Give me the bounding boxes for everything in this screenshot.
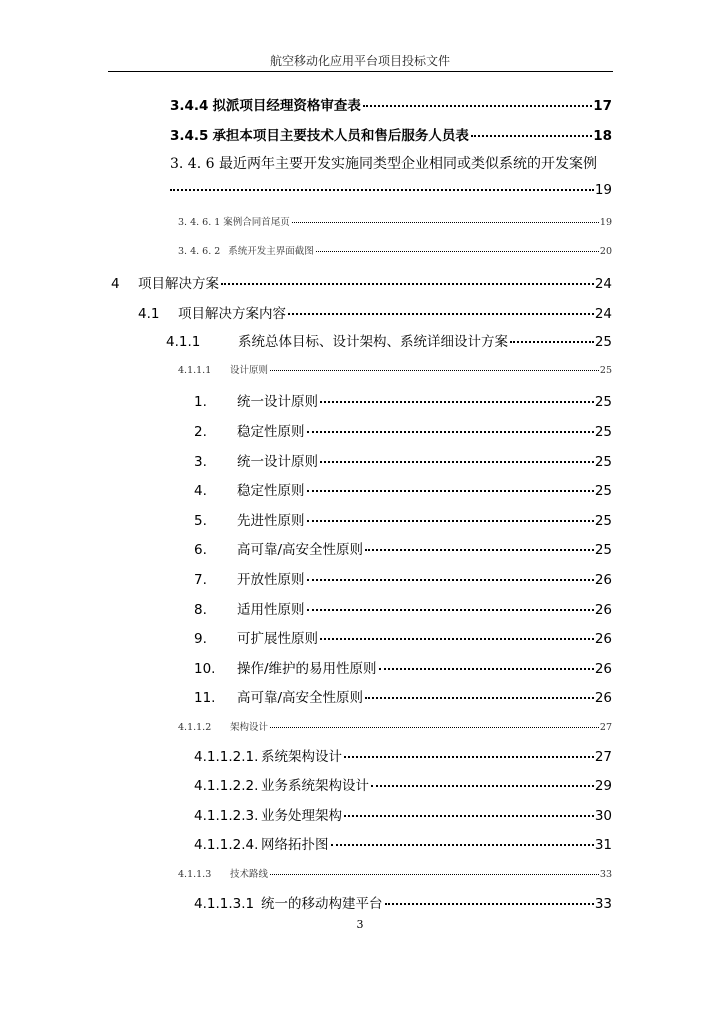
toc-entry-4-1-1-3[interactable] [178, 866, 612, 880]
toc-title: 3. 4. 6 最近两年主要开发实施同类型企业相同或类似系统的开发案例 [170, 156, 597, 172]
toc-entry-3-4-4[interactable] [170, 94, 612, 114]
toc-number: 4.1.1.2.4. [194, 837, 259, 853]
toc-number: 4.1.1.2.1. [194, 749, 259, 765]
toc-title: 统一设计原则 [237, 394, 318, 410]
toc-page: 25 [599, 365, 612, 376]
toc-entry-4-1-1-2-4[interactable] [194, 833, 612, 853]
dot-leader [331, 844, 594, 846]
toc-title: 操作/维护的易用性原则 [237, 661, 377, 677]
toc-title: 统一设计原则 [237, 454, 318, 470]
toc-number: 11. [194, 690, 216, 706]
dot-leader [471, 135, 592, 137]
dot-leader [270, 370, 599, 371]
toc-entry-principle-11[interactable] [194, 686, 612, 706]
toc-number: 9. [194, 631, 207, 647]
toc-title: 案例合同首尾页 [223, 217, 290, 228]
dot-leader [365, 549, 594, 551]
toc-entry-principle-9[interactable] [194, 627, 612, 647]
toc-title: 项目解决方案内容 [178, 306, 286, 322]
toc-page: 26 [594, 631, 612, 647]
toc-entry-3-4-6-2[interactable] [178, 243, 612, 257]
toc-title: 系统架构设计 [261, 749, 342, 765]
toc-entry-4-1-1-1[interactable] [178, 362, 612, 376]
toc-title: 稳定性原则 [237, 483, 305, 499]
toc-number: 10. [194, 661, 216, 677]
dot-leader [344, 756, 594, 758]
toc-entry-principle-4[interactable] [194, 479, 612, 499]
toc-number: 3.4.5 [170, 128, 209, 144]
toc-entry-3-4-5[interactable] [170, 124, 612, 144]
dot-leader [385, 903, 594, 905]
toc-entry-4[interactable] [111, 272, 612, 292]
document-title: 航空移动化应用平台项目投标文件 [269, 54, 450, 68]
toc-title: 开放性原则 [237, 572, 305, 588]
toc-page: 31 [594, 837, 612, 853]
toc-title: 稳定性原则 [237, 424, 305, 440]
toc-page: 30 [594, 808, 612, 824]
toc-page: 26 [594, 602, 612, 618]
toc-page: 25 [594, 424, 612, 440]
toc-title: 项目解决方案 [138, 276, 219, 292]
toc-page: 33 [599, 869, 612, 880]
dot-leader [510, 341, 594, 343]
dot-leader [363, 105, 592, 107]
toc-title: 拟派项目经理资格审查表 [212, 98, 361, 114]
toc-page: 25 [594, 542, 612, 558]
toc-page: 25 [594, 454, 612, 470]
dot-leader [288, 313, 594, 315]
dot-leader [379, 668, 594, 670]
toc-page: 33 [594, 896, 612, 912]
dot-leader [270, 874, 599, 875]
toc-title: 系统开发主界面截图 [228, 246, 314, 257]
toc-number: 3. 4. 6. 2 [178, 246, 221, 257]
toc-entry-4-1-1-2-2[interactable] [194, 774, 612, 794]
page-number: 3 [356, 918, 364, 931]
toc-number: 6. [194, 542, 207, 558]
toc-entry-4-1-1-2-3[interactable] [194, 804, 612, 824]
toc-number: 7. [194, 572, 207, 588]
toc-number: 8. [194, 602, 207, 618]
toc-entry-3-4-6-leader-line [170, 182, 612, 198]
toc-page: 17 [593, 98, 612, 114]
toc-entry-principle-3[interactable] [194, 450, 612, 470]
toc-number: 4.1.1.1 [178, 365, 212, 376]
toc-entry-4-1-1-3-1[interactable] [194, 892, 612, 912]
toc-page: 26 [594, 572, 612, 588]
toc-page: 19 [594, 182, 612, 198]
toc-title: 高可靠/高安全性原则 [237, 690, 364, 706]
toc-title: 系统总体目标、设计架构、系统详细设计方案 [238, 334, 508, 350]
dot-leader [307, 520, 594, 522]
toc-number: 3. 4. 6. 1 [178, 217, 221, 228]
toc-number: 5. [194, 513, 207, 529]
toc-entry-4-1[interactable] [138, 302, 612, 322]
toc-title: 先进性原则 [237, 513, 305, 529]
dot-leader [320, 638, 594, 640]
toc-title: 设计原则 [230, 365, 269, 376]
toc-entry-4-1-1-2[interactable] [178, 719, 612, 733]
toc-number: 4.1.1.2.3. [194, 808, 259, 824]
dot-leader [170, 189, 594, 191]
toc-number: 4.1.1.2.2. [194, 778, 259, 794]
toc-entry-principle-2[interactable] [194, 420, 612, 440]
toc-number: 3. [194, 454, 207, 470]
dot-leader [292, 222, 599, 223]
toc-entry-principle-6[interactable] [194, 538, 612, 558]
toc-title: 可扩展性原则 [237, 631, 318, 647]
toc-number: 4.1.1 [166, 334, 201, 350]
dot-leader [316, 251, 599, 252]
toc-number: 1. [194, 394, 207, 410]
toc-page: 19 [599, 217, 612, 228]
dot-leader [320, 461, 594, 463]
toc-entry-4-1-1[interactable] [166, 330, 612, 350]
toc-page: 24 [594, 276, 612, 292]
toc-title: 技术路线 [230, 869, 269, 880]
dot-leader [371, 785, 594, 787]
toc-title: 高可靠/高安全性原则 [237, 542, 364, 558]
toc-entry-principle-10[interactable] [194, 657, 612, 677]
dot-leader [320, 401, 594, 403]
dot-leader [221, 283, 594, 285]
toc-number: 4 [111, 276, 120, 292]
toc-title: 统一的移动构建平台 [261, 896, 383, 912]
toc-page: 25 [594, 334, 612, 350]
toc-page: 29 [594, 778, 612, 794]
toc-title: 业务系统架构设计 [261, 778, 369, 794]
toc-page: 18 [593, 128, 612, 144]
toc-entry-principle-5[interactable] [194, 509, 612, 529]
toc-title: 适用性原则 [237, 602, 305, 618]
toc-entry-4-1-1-2-1[interactable] [194, 745, 612, 765]
toc-number: 4.1 [138, 306, 160, 322]
toc-page: 26 [594, 661, 612, 677]
toc-entry-3-4-6-1[interactable] [178, 214, 612, 228]
dot-leader [344, 815, 594, 817]
toc-page: 20 [599, 246, 612, 257]
toc-entry-principle-8[interactable] [194, 598, 612, 618]
toc-number: 4.1.1.3 [178, 869, 212, 880]
toc-title: 业务处理架构 [261, 808, 342, 824]
toc-page: 27 [599, 722, 612, 733]
dot-leader [307, 579, 594, 581]
toc-page: 27 [594, 749, 612, 765]
dot-leader [270, 727, 599, 728]
toc-number: 2. [194, 424, 207, 440]
toc-page: 24 [594, 306, 612, 322]
toc-entry-principle-7[interactable] [194, 568, 612, 588]
toc-number: 4.1.1.2 [178, 722, 212, 733]
toc-page: 25 [594, 483, 612, 499]
dot-leader [307, 609, 594, 611]
dot-leader [365, 697, 594, 699]
toc-title: 架构设计 [230, 722, 269, 733]
toc-page: 25 [594, 513, 612, 529]
toc-title: 网络拓扑图 [261, 837, 329, 853]
toc-page: 26 [594, 690, 612, 706]
toc-number: 3.4.4 [170, 98, 209, 114]
toc-title: 承担本项目主要技术人员和售后服务人员表 [212, 128, 469, 144]
dot-leader [307, 431, 594, 433]
toc-number: 4. [194, 483, 207, 499]
toc-entry-principle-1[interactable] [194, 390, 612, 410]
toc-page: 25 [594, 394, 612, 410]
toc-number: 4.1.1.3.1 [194, 896, 255, 912]
dot-leader [307, 490, 594, 492]
